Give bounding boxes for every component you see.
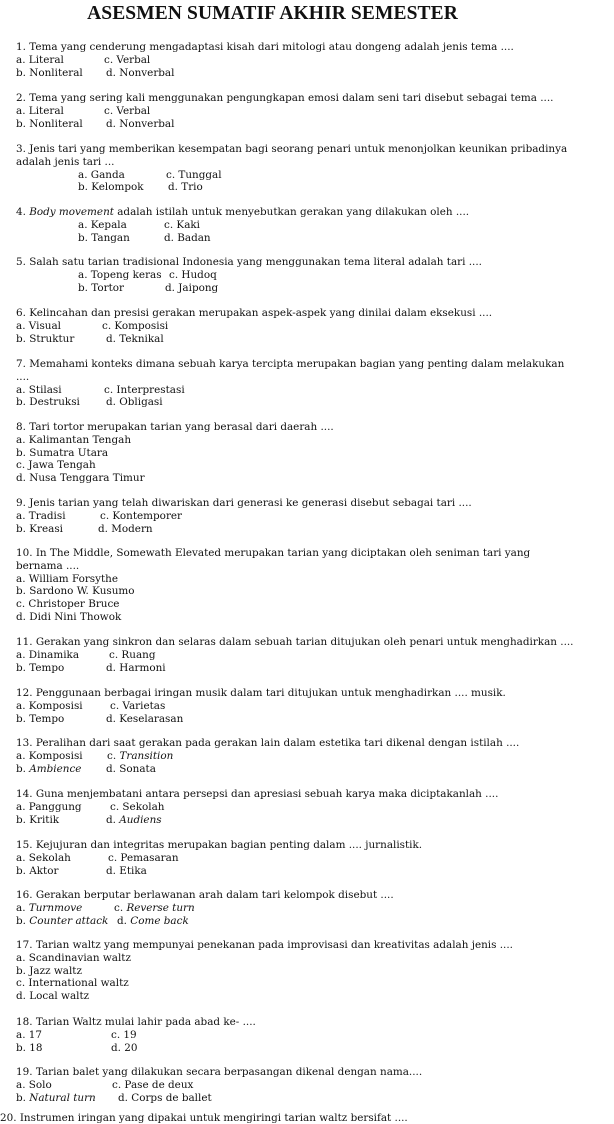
question-text: 11. Gerakan yang sinkron dan selaras dalam sebuah tarian ditujukan oleh penari untuk menghadirkan .... — [16, 636, 574, 648]
option-a: a. Kalimantan Tengah — [16, 433, 132, 446]
question-2 — [16, 92, 576, 130]
option-a: a. Literal — [16, 104, 64, 117]
option-d: d. Nusa Tenggara Timur — [16, 472, 145, 485]
option-a: a. William Forsythe — [16, 572, 119, 585]
question-text: 14. Guna menjembatani antara persepsi dan apresiasi sebuah karya maka diciptakanlah .... — [16, 788, 499, 800]
question-11 — [16, 636, 576, 674]
option-d: d. Obligasi — [106, 396, 163, 409]
option-c: c. Transition — [107, 749, 174, 762]
page-title: ASESMEN SUMATIF AKHIR SEMESTER — [87, 3, 458, 24]
option-c: c. Reverse turn — [114, 901, 195, 914]
option-a: a. Kepala — [78, 218, 127, 231]
question-12 — [16, 687, 576, 725]
option-a: a. Panggung — [16, 800, 82, 813]
option-c: c. Interprestasi — [104, 383, 185, 396]
option-c: c. Ruang — [109, 648, 156, 661]
option-a: a. Tradisi — [16, 509, 66, 522]
question-7 — [16, 358, 576, 409]
option-c: c. Kaki — [164, 218, 201, 231]
question-text: 5. Salah satu tarian tradisional Indonesia yang menggunakan tema literal adalah tari .... — [16, 256, 482, 268]
option-d: d. Trio — [168, 181, 203, 194]
option-b: b. Jazz waltz — [16, 964, 82, 977]
question-1 — [16, 41, 576, 79]
question-text: 3. Jenis tari yang memberikan kesempatan bagi seorang penari untuk menonjolkan keunikan pribadinya adalah jenis tari ... — [16, 143, 568, 168]
question-10 — [16, 547, 576, 624]
option-b: b. Tangan — [78, 231, 130, 244]
option-a: a. Topeng keras — [78, 268, 162, 281]
option-d: d. Corps de ballet — [118, 1091, 212, 1104]
option-a: a. Ganda — [78, 168, 125, 181]
option-d: d. Nonverbal — [106, 66, 175, 79]
question-13 — [16, 737, 576, 775]
option-b: b. Kelompok — [78, 181, 144, 194]
question-text: 17. Tarian waltz yang mempunyai penekanan pada improvisasi dan kreativitas adalah jenis .... — [16, 939, 513, 951]
option-b: b. Sumatra Utara — [16, 446, 109, 459]
option-b: b. Ambience — [16, 762, 82, 775]
option-b: b. Counter attack — [16, 914, 109, 927]
question-text: 15. Kejujuran dan integritas merupakan bagian penting dalam .... jurnalistik. — [16, 839, 423, 851]
question-19 — [16, 1066, 576, 1104]
option-a: a. Solo — [16, 1078, 52, 1091]
option-b: b. Kreasi — [16, 522, 63, 535]
option-b: b. Kritik — [16, 813, 60, 826]
question-text: 8. Tari tortor merupakan tarian yang berasal dari daerah .... — [16, 421, 334, 433]
question-text: 7. Memahami konteks dimana sebuah karya tercipta merupakan bagian yang penting dalam melakukan .... — [16, 358, 565, 383]
option-c: c. Tunggal — [166, 168, 222, 181]
option-b: b. Nonliteral — [16, 117, 83, 130]
option-c: c. Verbal — [104, 104, 151, 117]
question-text: 1. Tema yang cenderung mengadaptasi kisah dari mitologi atau dongeng adalah jenis tema .... — [16, 41, 514, 53]
question-15 — [16, 839, 576, 877]
question-5 — [16, 256, 576, 294]
question-text: 4. Body movement adalah istilah untuk menyebutkan gerakan yang dilakukan oleh .... — [16, 206, 470, 218]
option-c: c. Jawa Tengah — [16, 459, 96, 472]
question-8 — [16, 421, 576, 485]
option-d: d. Jaipong — [165, 281, 219, 294]
question-text: 13. Peralihan dari saat gerakan pada gerakan lain dalam estetika tari dikenal dengan istilah .... — [16, 737, 520, 749]
option-c: c. Komposisi — [102, 319, 169, 332]
option-a: a. Komposisi — [16, 749, 83, 762]
option-c: c. Pemasaran — [108, 851, 179, 864]
question-3 — [16, 143, 576, 194]
question-text: 9. Jenis tarian yang telah diwariskan dari generasi ke generasi disebut sebagai tari .... — [16, 497, 472, 509]
option-d: d. Didi Nini Thowok — [16, 610, 122, 623]
option-a: a. Scandinavian waltz — [16, 951, 131, 964]
option-a: a. Sekolah — [16, 851, 71, 864]
option-d: d. Audiens — [106, 813, 162, 826]
option-d: d. Sonata — [106, 762, 156, 775]
question-text: 19. Tarian balet yang dilakukan secara berpasangan dikenal dengan nama.... — [16, 1066, 423, 1078]
option-c: c. Varietas — [110, 699, 166, 712]
option-c: c. Pase de deux — [112, 1078, 194, 1091]
option-c: c. Hudoq — [169, 268, 217, 281]
cutoff-question-20: 20. Instrumen iringan yang dipakai untuk mengiringi tarian waltz bersifat .... — [0, 1112, 408, 1124]
option-d: d. Modern — [98, 522, 153, 535]
option-b: b. Nonliteral — [16, 66, 83, 79]
option-b: b. Tortor — [78, 281, 125, 294]
option-d: d. Come back — [117, 914, 189, 927]
option-a: a. Literal — [16, 53, 64, 66]
option-d: d. Etika — [106, 864, 147, 877]
option-d: d. Badan — [164, 231, 211, 244]
option-c: c. Sekolah — [110, 800, 165, 813]
option-b: b. Struktur — [16, 332, 75, 345]
option-a: a. Dinamika — [16, 648, 80, 661]
option-b: b. Destruksi — [16, 396, 80, 409]
option-a: a. Stilasi — [16, 383, 62, 396]
option-c: c. Kontemporer — [100, 509, 183, 522]
question-18 — [16, 1016, 576, 1054]
option-b: b. Sardono W. Kusumo — [16, 585, 135, 598]
option-a: a. 17 — [16, 1028, 43, 1041]
option-a: a. Visual — [16, 319, 61, 332]
question-text: 18. Tarian Waltz mulai lahir pada abad ke- .... — [16, 1016, 256, 1028]
question-text: 12. Penggunaan berbagai iringan musik dalam tari ditujukan untuk menghadirkan .... musik. — [16, 687, 506, 699]
option-b: b. Natural turn — [16, 1091, 96, 1104]
question-9 — [16, 497, 576, 535]
option-c: c. 19 — [111, 1028, 137, 1041]
option-c: c. Verbal — [104, 53, 151, 66]
option-d: d. Local waltz — [16, 990, 90, 1003]
option-a: a. Turnmove — [16, 901, 83, 914]
option-c: c. Christoper Bruce — [16, 598, 120, 611]
question-4 — [16, 206, 576, 244]
option-b: b. 18 — [16, 1041, 43, 1054]
option-d: d. 20 — [111, 1041, 138, 1054]
option-d: d. Nonverbal — [106, 117, 175, 130]
question-17 — [16, 939, 576, 1003]
question-text: 6. Kelincahan dan presisi gerakan merupakan aspek-aspek yang dinilai dalam eksekusi .... — [16, 307, 493, 319]
option-d: d. Teknikal — [106, 332, 164, 345]
question-text: 10. In The Middle, Somewath Elevated merupakan tarian yang diciptakan oleh seniman tari yang bernama .... — [16, 547, 531, 572]
option-b: b. Aktor — [16, 864, 59, 877]
option-c: c. International waltz — [16, 977, 129, 990]
question-text: 16. Gerakan berputar berlawanan arah dalam tari kelompok disebut .... — [16, 889, 394, 901]
question-16 — [16, 889, 576, 927]
question-14 — [16, 788, 576, 826]
option-a: a. Komposisi — [16, 699, 83, 712]
option-d: d. Harmoni — [106, 661, 166, 674]
option-d: d. Keselarasan — [106, 712, 184, 725]
question-text: 2. Tema yang sering kali menggunakan pengungkapan emosi dalam seni tari disebut sebagai tema .... — [16, 92, 554, 104]
option-b: b. Tempo — [16, 712, 65, 725]
option-b: b. Tempo — [16, 661, 65, 674]
question-6 — [16, 307, 576, 345]
